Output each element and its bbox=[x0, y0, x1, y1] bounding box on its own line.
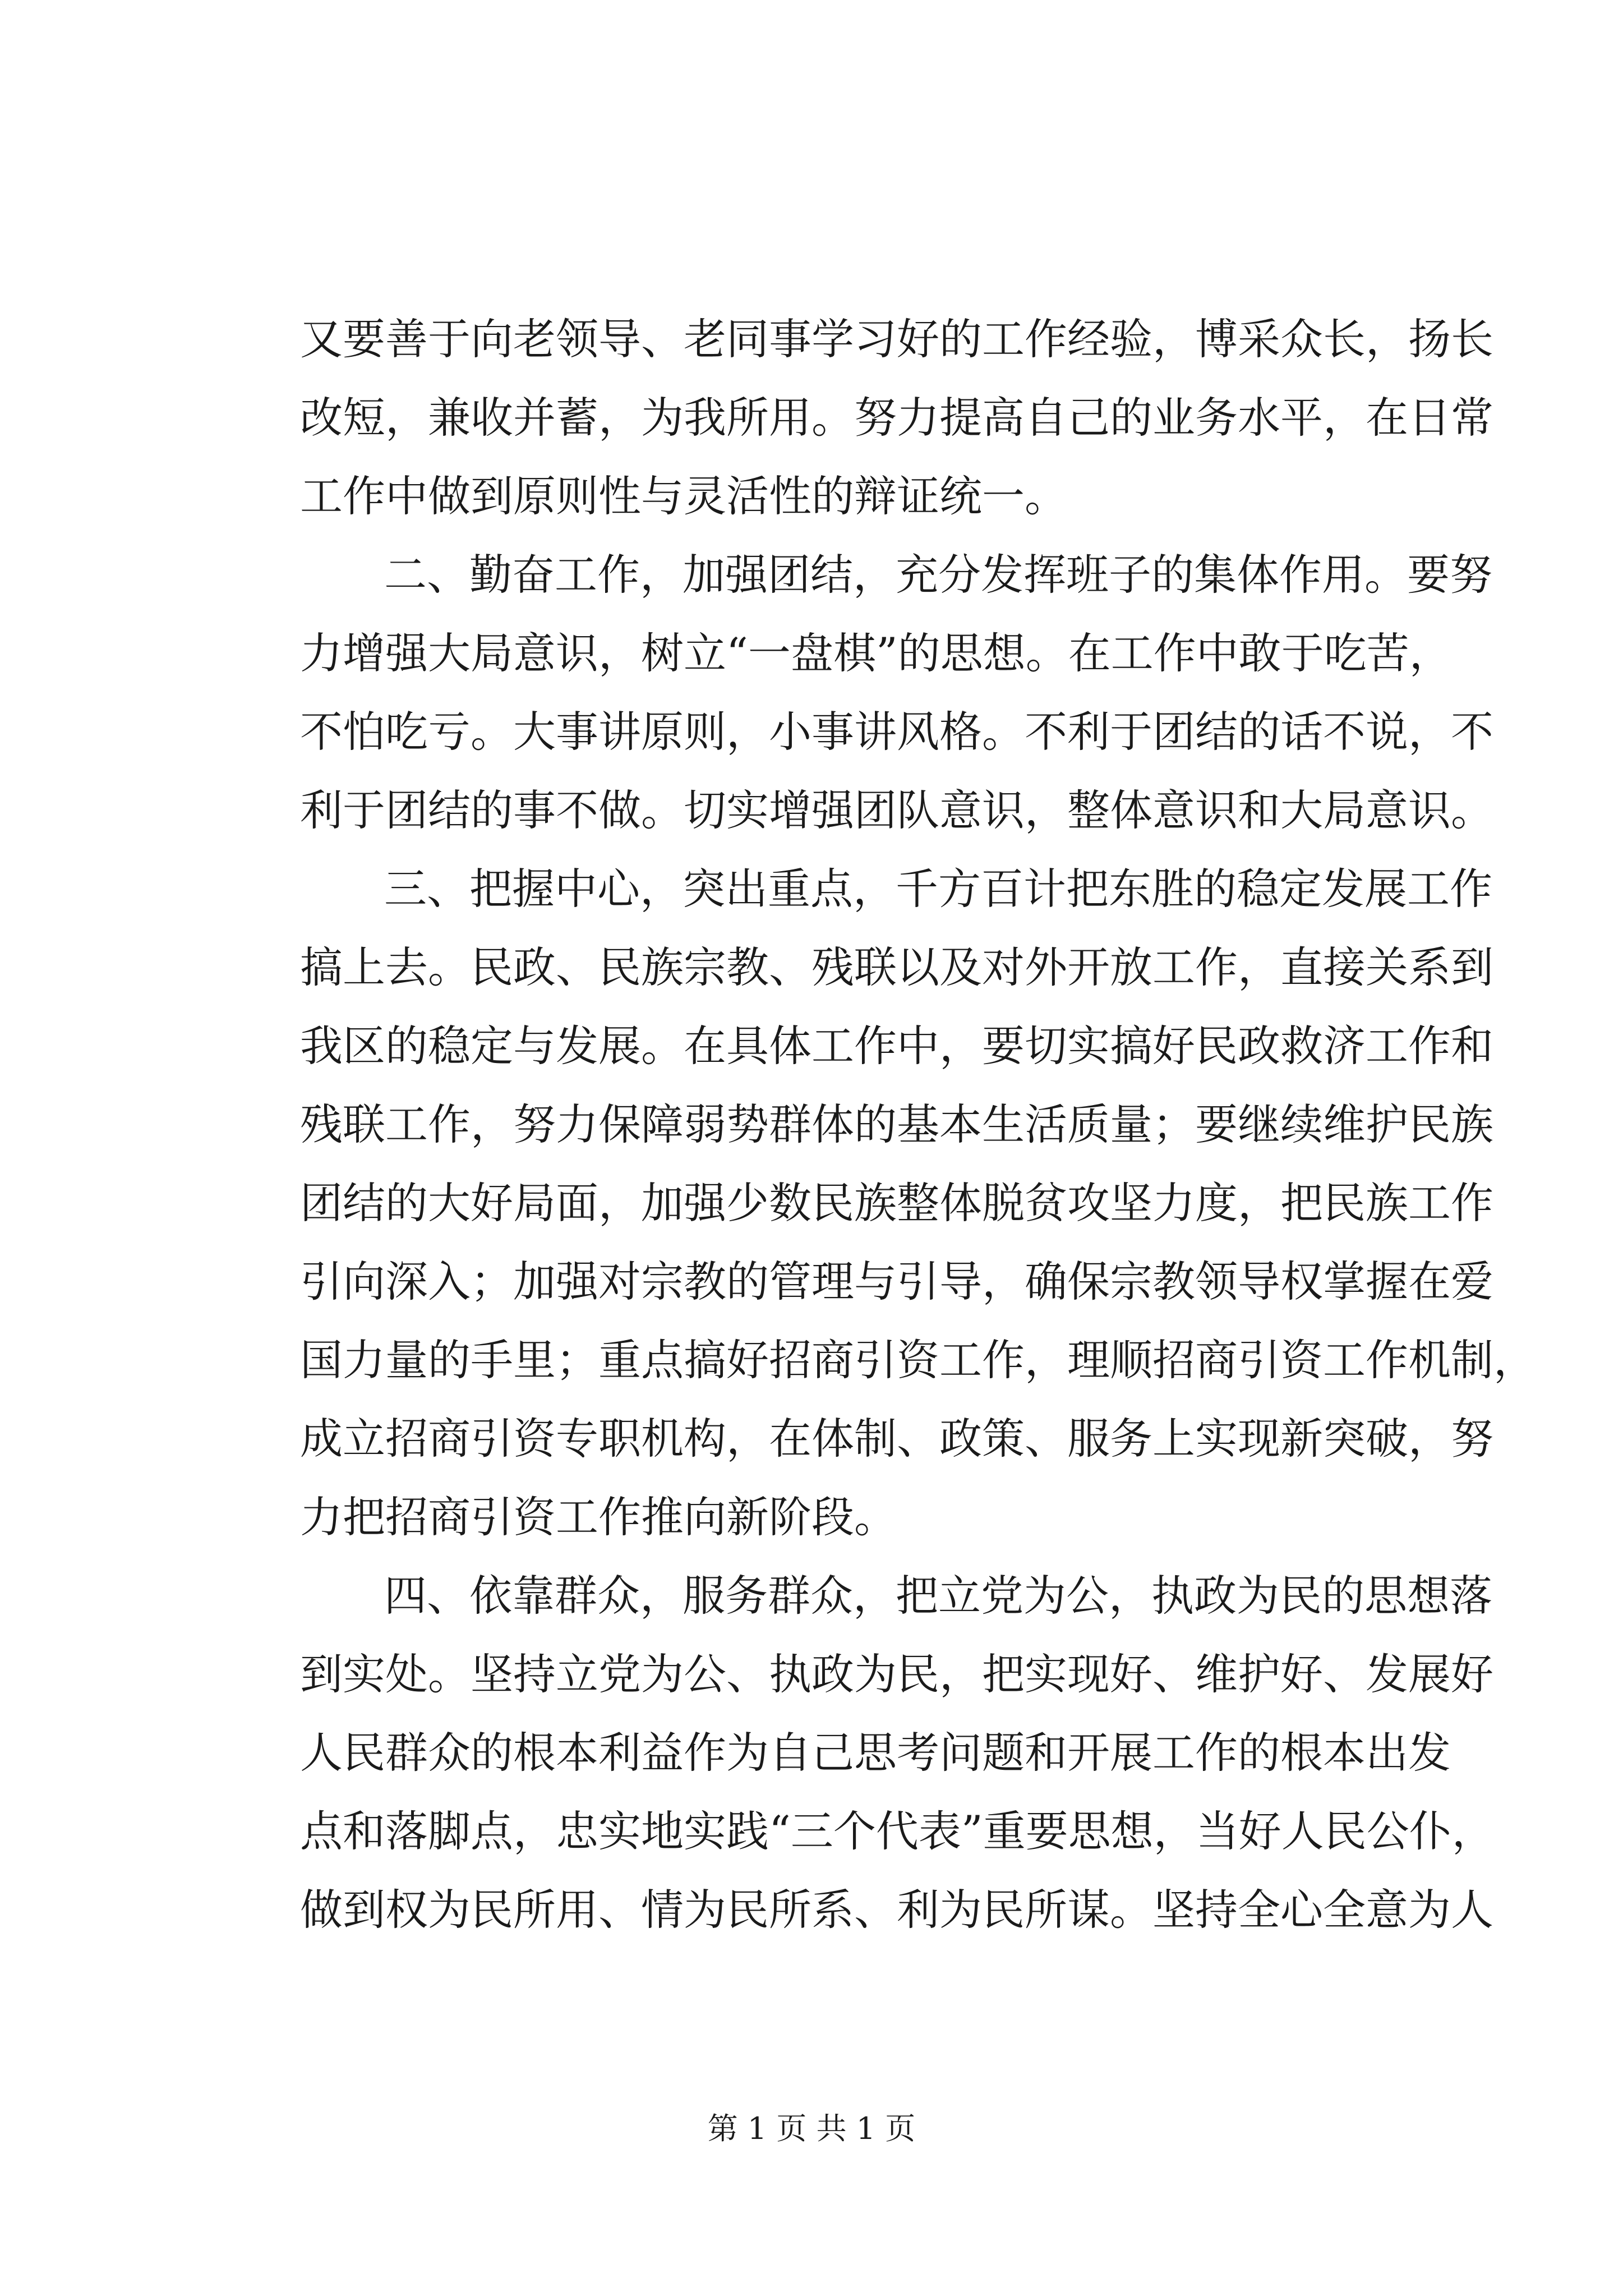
page-footer bbox=[0, 2109, 1623, 2148]
text-line: 二、勤奋工作，加强团结，充分发挥班子的集体作用。要努 bbox=[384, 550, 1492, 600]
text-line: 人民群众的根本利益作为自己思考问题和开展工作的根本出发 bbox=[300, 1728, 1451, 1778]
text-line: 改短，兼收并蓄，为我所用。努力提高自己的业务水平，在日常 bbox=[300, 393, 1493, 443]
text-line: 点和落脚点，忠实地实践“三个代表”重要思想，当好人民公仆， bbox=[300, 1806, 1495, 1856]
text-line: 不怕吃亏。大事讲原则，小事讲风格。不利于团结的话不说，不 bbox=[300, 707, 1493, 757]
text-line: 引向深入；加强对宗教的管理与引导，确保宗教领导权掌握在爱 bbox=[300, 1257, 1493, 1306]
text-line: 到实处。坚持立党为公、执政为民，把实现好、维护好、发展好 bbox=[300, 1649, 1493, 1699]
text-line: 又要善于向老领导、老同事学习好的工作经验，博采众长，扬长 bbox=[300, 314, 1493, 364]
text-line: 力把招商引资工作推向新阶段。 bbox=[300, 1492, 897, 1542]
text-line: 搞上去。民政、民族宗教、残联以及对外开放工作，直接关系到 bbox=[300, 942, 1493, 992]
document-body bbox=[300, 300, 1536, 1949]
text-line: 四、依靠群众，服务群众，把立党为公，执政为民的思想落 bbox=[384, 1571, 1492, 1621]
text-line: 国力量的手里；重点搞好招商引资工作，理顺招商引资工作机制， bbox=[300, 1335, 1536, 1385]
text-line: 利于团结的事不做。切实增强团队意识，整体意识和大局意识。 bbox=[300, 785, 1493, 835]
text-line: 残联工作，努力保障弱势群体的基本生活质量；要继续维护民族 bbox=[300, 1099, 1493, 1149]
text-line: 我区的稳定与发展。在具体工作中，要切实搞好民政救济工作和 bbox=[300, 1021, 1493, 1071]
text-line: 成立招商引资专职机构，在体制、政策、服务上实现新突破，努 bbox=[300, 1414, 1493, 1464]
text-line: 做到权为民所用、情为民所系、利为民所谋。坚持全心全意为人 bbox=[300, 1885, 1493, 1935]
text-line: 工作中做到原则性与灵活性的辩证统一。 bbox=[300, 471, 1067, 521]
text-line: 团结的大好局面，加强少数民族整体脱贫攻坚力度，把民族工作 bbox=[300, 1178, 1493, 1228]
text-line: 力增强大局意识，树立“一盘棋”的思想。在工作中敢于吃苦， bbox=[300, 628, 1452, 678]
page-indicator: 第 1 页 共 1 页 bbox=[707, 2111, 916, 2146]
text-line: 三、把握中心，突出重点，千方百计把东胜的稳定发展工作 bbox=[384, 864, 1492, 914]
